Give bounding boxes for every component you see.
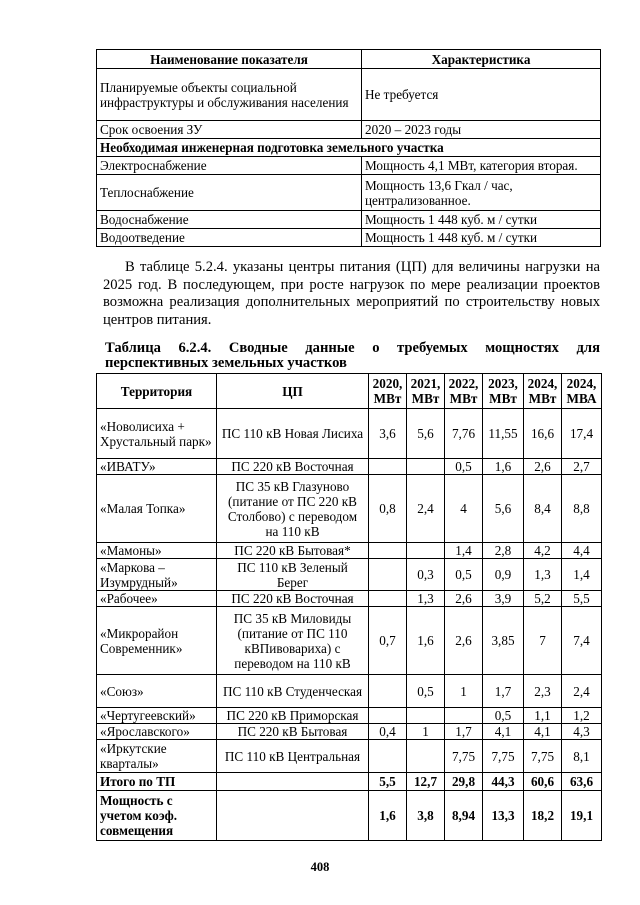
power-value-cell: 2,8 xyxy=(483,543,524,559)
section-row xyxy=(97,139,601,157)
total-row xyxy=(97,773,602,791)
table-row xyxy=(97,559,602,591)
power-value-cell: 3,6 xyxy=(369,409,407,459)
table-row xyxy=(97,211,601,229)
territory-cell: «Микрорайон Современник» xyxy=(97,607,217,675)
power-value-cell: 13,3 xyxy=(483,791,524,841)
power-value-cell: 8,4 xyxy=(524,475,562,543)
territory-cell: «Рабочее» xyxy=(97,591,217,607)
table-row xyxy=(97,409,602,459)
power-value-cell: 3,85 xyxy=(483,607,524,675)
power-value-cell: 12,7 xyxy=(407,773,445,791)
empty-cp-cell xyxy=(217,791,369,841)
power-value-cell: 7,4 xyxy=(562,607,602,675)
territory-cell: «Ярославского» xyxy=(97,724,217,740)
power-value-cell xyxy=(369,675,407,708)
power-value-cell: 3,9 xyxy=(483,591,524,607)
power-value-cell: 1 xyxy=(445,675,483,708)
power-value-cell: 4 xyxy=(445,475,483,543)
power-value-cell: 5,6 xyxy=(407,409,445,459)
power-value-cell: 16,6 xyxy=(524,409,562,459)
section-title: Необходимая инженерная подготовка земельного участка xyxy=(97,139,601,157)
body-paragraph: В таблице 5.2.4. указаны центры питания (ЦП) для величины нагрузки на 2025 год. В последующем, при росте нагрузок по мере реализации проектов возможна реализация дополнительных мероприятий по строительству новых центров питания. xyxy=(103,259,600,328)
power-value-cell: 60,6 xyxy=(524,773,562,791)
column-header-2024-mva: 2024, МВА xyxy=(562,374,602,409)
indicator-name: Срок освоения ЗУ xyxy=(97,121,362,139)
power-value-cell: 0,5 xyxy=(445,559,483,591)
row-label-cell: Итого по ТП xyxy=(97,773,217,791)
territory-cell: «Малая Топка» xyxy=(97,475,217,543)
territory-cell: «Иркутские кварталы» xyxy=(97,740,217,773)
table-row xyxy=(97,675,602,708)
power-value-cell: 7,75 xyxy=(524,740,562,773)
cp-cell: ПС 220 кВ Бытовая xyxy=(217,724,369,740)
indicator-value: Мощность 1 448 куб. м / сутки xyxy=(362,211,601,229)
table-header-row xyxy=(97,50,601,69)
power-value-cell xyxy=(369,559,407,591)
cp-cell: ПС 110 кВ Центральная xyxy=(217,740,369,773)
power-value-cell: 0,3 xyxy=(407,559,445,591)
empty-cp-cell xyxy=(217,773,369,791)
power-value-cell: 0,5 xyxy=(407,675,445,708)
cp-cell: ПС 220 кВ Восточная xyxy=(217,459,369,475)
power-value-cell: 5,6 xyxy=(483,475,524,543)
power-value-cell: 0,7 xyxy=(369,607,407,675)
table-row xyxy=(97,475,602,543)
table-row xyxy=(97,69,601,121)
power-value-cell: 5,2 xyxy=(524,591,562,607)
table-row xyxy=(97,708,602,724)
column-header-2023: 2023, МВт xyxy=(483,374,524,409)
power-value-cell: 7 xyxy=(524,607,562,675)
territory-cell: «Союз» xyxy=(97,675,217,708)
power-value-cell: 11,55 xyxy=(483,409,524,459)
column-header-cp: ЦП xyxy=(217,374,369,409)
power-value-cell: 29,8 xyxy=(445,773,483,791)
power-value-cell xyxy=(407,543,445,559)
territory-cell: «Мамоны» xyxy=(97,543,217,559)
power-value-cell: 7,75 xyxy=(483,740,524,773)
power-value-cell: 0,4 xyxy=(369,724,407,740)
column-header-indicator: Наименование показателя xyxy=(97,50,362,69)
cp-cell: ПС 110 кВ Студенческая xyxy=(217,675,369,708)
power-value-cell: 4,3 xyxy=(562,724,602,740)
indicator-value: Мощность 4,1 МВт, категория вторая. xyxy=(362,157,601,175)
table-row xyxy=(97,175,601,211)
power-value-cell: 2,6 xyxy=(445,607,483,675)
table-row xyxy=(97,591,602,607)
column-header-territory: Территория xyxy=(97,374,217,409)
cp-cell: ПС 110 кВ Зеленый Берег xyxy=(217,559,369,591)
table-header-row xyxy=(97,374,602,409)
indicator-name: Электроснабжение xyxy=(97,157,362,175)
cp-cell: ПС 220 кВ Приморская xyxy=(217,708,369,724)
power-value-cell: 7,76 xyxy=(445,409,483,459)
power-value-cell: 5,5 xyxy=(369,773,407,791)
power-value-cell: 2,6 xyxy=(445,591,483,607)
cp-cell: ПС 220 кВ Бытовая* xyxy=(217,543,369,559)
table-row xyxy=(97,543,602,559)
power-requirements-table xyxy=(96,373,602,841)
territory-cell: «Маркова – Изумрудный» xyxy=(97,559,217,591)
indicator-value: Мощность 13,6 Гкал / час, централизованное. xyxy=(362,175,601,211)
column-header-2020: 2020, МВт xyxy=(369,374,407,409)
power-value-cell: 2,4 xyxy=(562,675,602,708)
power-value-cell: 5,5 xyxy=(562,591,602,607)
power-value-cell: 0,8 xyxy=(369,475,407,543)
cp-cell: ПС 110 кВ Новая Лисиха xyxy=(217,409,369,459)
column-header-characteristic: Характеристика xyxy=(362,50,601,69)
table-row xyxy=(97,229,601,247)
indicator-name: Водоснабжение xyxy=(97,211,362,229)
power-value-cell: 8,1 xyxy=(562,740,602,773)
table-row xyxy=(97,607,602,675)
table-row xyxy=(97,121,601,139)
cp-cell: ПС 220 кВ Восточная xyxy=(217,591,369,607)
indicator-name: Теплоснабжение xyxy=(97,175,362,211)
table-caption: Таблица 6.2.4. Сводные данные о требуемых мощностях для перспективных земельных участков xyxy=(105,340,600,371)
power-value-cell: 63,6 xyxy=(562,773,602,791)
power-value-cell xyxy=(407,708,445,724)
power-value-cell xyxy=(369,740,407,773)
power-value-cell: 1,1 xyxy=(524,708,562,724)
power-value-cell: 19,1 xyxy=(562,791,602,841)
column-header-2021: 2021, МВт xyxy=(407,374,445,409)
power-value-cell: 2,7 xyxy=(562,459,602,475)
power-value-cell: 18,2 xyxy=(524,791,562,841)
coefficient-row xyxy=(97,791,602,841)
indicator-value: 2020 – 2023 годы xyxy=(362,121,601,139)
power-value-cell: 1,2 xyxy=(562,708,602,724)
indicator-name: Водоотведение xyxy=(97,229,362,247)
object-characteristics-table xyxy=(96,49,601,247)
power-value-cell xyxy=(407,740,445,773)
table-row xyxy=(97,740,602,773)
power-value-cell: 3,8 xyxy=(407,791,445,841)
page-number: 408 xyxy=(310,860,330,874)
indicator-value: Мощность 1 448 куб. м / сутки xyxy=(362,229,601,247)
indicator-value: Не требуется xyxy=(362,69,601,121)
power-value-cell: 1,7 xyxy=(445,724,483,740)
power-value-cell: 1,4 xyxy=(445,543,483,559)
power-value-cell: 0,5 xyxy=(445,459,483,475)
power-value-cell: 0,5 xyxy=(483,708,524,724)
table-row xyxy=(97,724,602,740)
power-value-cell: 1,6 xyxy=(407,607,445,675)
power-value-cell: 1,6 xyxy=(483,459,524,475)
power-value-cell: 1,4 xyxy=(562,559,602,591)
power-value-cell: 4,1 xyxy=(483,724,524,740)
power-value-cell xyxy=(445,708,483,724)
power-value-cell: 4,2 xyxy=(524,543,562,559)
row-label-cell: Мощность с учетом коэф. совмещения xyxy=(97,791,217,841)
power-value-cell: 1,3 xyxy=(407,591,445,607)
power-value-cell: 17,4 xyxy=(562,409,602,459)
column-header-2022: 2022, МВт xyxy=(445,374,483,409)
cp-cell: ПС 35 кВ Миловиды (питание от ПС 110 кВПивовариха) с переводом на 110 кВ xyxy=(217,607,369,675)
power-value-cell xyxy=(369,459,407,475)
cp-cell: ПС 35 кВ Глазуново (питание от ПС 220 кВ Столбово) с переводом на 110 кВ xyxy=(217,475,369,543)
power-value-cell: 0,9 xyxy=(483,559,524,591)
power-value-cell: 8,8 xyxy=(562,475,602,543)
table-row xyxy=(97,459,602,475)
power-value-cell: 1,3 xyxy=(524,559,562,591)
power-value-cell: 2,3 xyxy=(524,675,562,708)
territory-cell: «Новолисиха + Хрустальный парк» xyxy=(97,409,217,459)
power-value-cell: 4,1 xyxy=(524,724,562,740)
power-value-cell: 1,6 xyxy=(369,791,407,841)
indicator-name: Планируемые объекты социальной инфраструктуры и обслуживания населения xyxy=(97,69,362,121)
power-value-cell xyxy=(369,591,407,607)
power-value-cell xyxy=(407,459,445,475)
column-header-2024: 2024, МВт xyxy=(524,374,562,409)
territory-cell: «Чертугеевский» xyxy=(97,708,217,724)
territory-cell: «ИВАТУ» xyxy=(97,459,217,475)
power-value-cell: 1,7 xyxy=(483,675,524,708)
power-value-cell: 2,6 xyxy=(524,459,562,475)
power-value-cell: 7,75 xyxy=(445,740,483,773)
power-value-cell: 2,4 xyxy=(407,475,445,543)
power-value-cell xyxy=(369,708,407,724)
power-value-cell: 4,4 xyxy=(562,543,602,559)
table-row xyxy=(97,157,601,175)
power-value-cell: 8,94 xyxy=(445,791,483,841)
power-value-cell xyxy=(369,543,407,559)
power-value-cell: 44,3 xyxy=(483,773,524,791)
power-value-cell: 1 xyxy=(407,724,445,740)
